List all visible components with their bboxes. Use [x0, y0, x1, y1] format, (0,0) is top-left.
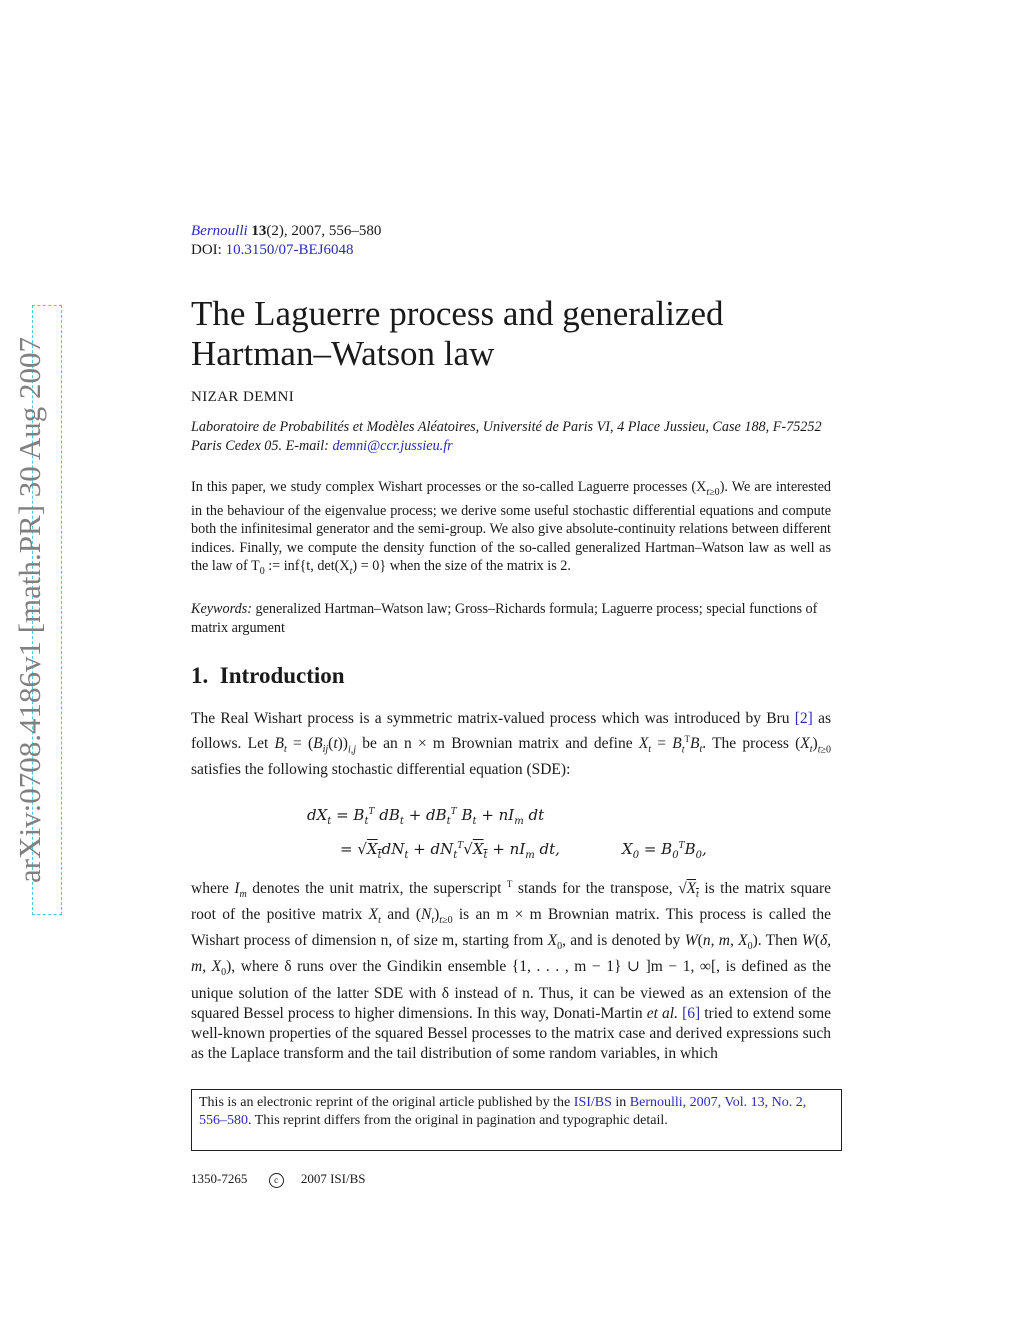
text-run: as follows. Let [191, 710, 831, 753]
keywords-text: generalized Hartman–Watson law; Gross–Richards formula; Laguerre process; special functions of matrix argument [191, 601, 818, 636]
issn: 1350-7265 [191, 1171, 248, 1186]
publisher-link[interactable]: ISI/BS [573, 1095, 612, 1110]
citation-link[interactable]: [6] [682, 1004, 701, 1022]
text-run: tried to extend some well-known properties of the squared Bessel processes to the matrix case and derived expressions such as the Laplace transform and the tail distribution of some random variables, in which [191, 1004, 832, 1062]
text-run: stands for the transpose, [517, 880, 673, 898]
citation-link[interactable]: [2] [794, 710, 813, 727]
journal-citation [191, 222, 381, 260]
abstract: In this paper, we study complex Wishart processes or the so-called Laguerre processes $(X_{t\ge 0})$. We are interested in the behaviour of the eigenvalue process; we derive some useful stochastic differential equations and compute both the infinitesimal generator and the semi-group. We also give absolute-continuity relations between different indices. Finally, we compute the density function of the so-called generalized Hartman–Watson law as well as the law of $T_0$ := inf{t, $\det(X_t) = 0$} when the size of the matrix is 2. [191, 479, 831, 577]
journal-issue: (2), 2007, 556–580 [266, 223, 382, 239]
text-run: is the matrix square root of the positive matrix [191, 880, 831, 924]
journal-reference-link[interactable]: Bernoulli, 2007, Vol. 13, No. 2, 556–580 [199, 1095, 807, 1129]
intro-paragraph-2: where $I_m$ denotes the unit matrix, the superscript $^T$ stands for the transpose, $√X_t$ is the matrix square root of the positive matrix $X_t$ and $(N_t)_{t\ge 0}$ is an m × m Brownian matrix. This process is called the Wishart process of dimension n, of size m, starting from $X_0$, and is denoted by W(n, m, $X_0$). Then W(δ, m, $X_0$), where δ runs over the Gindikin ensemble {1, . . . , m − 1} ∪ ]m − 1, ∞[, is defined as the unique solution of the latter SDE with δ instead of n. Thus, it can be viewed as an extension of the squared Bessel process to higher dimensions. In this way, Donati-Martin et al. [6] tried to extend some well-known properties of the squared Bessel processes to the matrix case and derived expressions such as the Laplace transform and the tail distribution of some random variables, in which [191, 879, 832, 1062]
text-run: . Then [757, 932, 798, 950]
section-title: Introduction [219, 663, 345, 688]
equation-line-1: $dX_t = B_t^T$ $dB_t + dB_t^T$ $B_t + nI_m$ dt [307, 806, 545, 827]
abstract-part-1: In this paper, we study complex Wishart processes or the so-called Laguerre processes (X [191, 479, 707, 495]
abstract-part-4: ) = 0} when the size of the matrix is 2. [352, 558, 571, 575]
text-run: where [191, 880, 229, 898]
text-run: et al. [646, 1004, 678, 1022]
equation-line-2: = $√X_tdN_t + dN_t^T√X_t + nI_m$ dt, [340, 840, 560, 861]
text-run: . The process [702, 735, 789, 753]
section-number: 1. [191, 663, 209, 688]
affiliation [191, 418, 831, 456]
copyright-icon: c [269, 1173, 284, 1188]
abstract-part-3: := inf{t, det(X [264, 558, 350, 575]
reprint-text: . This reprint differs from the original in pagination and typographic detail. [248, 1113, 668, 1129]
email-link[interactable]: demni@ccr.jussieu.fr [332, 438, 453, 454]
equation-initial-condition: $X_0 = B_0^TB_0$, [622, 840, 707, 861]
section-heading [191, 663, 345, 689]
text-run: satisfies the following stochastic differential equation (SDE): [191, 761, 571, 779]
text-run: is an m × m Brownian matrix. This process is called the Wishart process of dimension n, of size m, starting from [191, 906, 832, 950]
text-run: The Real Wishart process is a symmetric matrix-valued process which was introduced by Bru [191, 710, 790, 727]
reprint-text: This is an electronic reprint of the original article published by the [199, 1095, 571, 1110]
copyright-text: 2007 ISI/BS [300, 1171, 366, 1186]
text-run: , and is denoted by [562, 932, 681, 950]
arxiv-stamp: arXiv:0708.4186v1 [math.PR] 30 Aug 2007 [12, 337, 47, 883]
doi-label: DOI: [191, 242, 222, 258]
eq-init: X [622, 840, 633, 858]
reprint-notice [191, 1089, 842, 1151]
journal-volume: 13 [251, 223, 267, 239]
page-footer [191, 1171, 380, 1188]
eq-lhs: dX [307, 806, 328, 824]
reprint-text: in [615, 1095, 627, 1110]
text-run: , where δ runs over the Gindikin ensemble {1, . . . , m − 1} ∪ ]m − 1, ∞[, is defined as the unique solution of the latter SDE with δ instead of n. Thus, it can be viewed as an extension of the squared Bessel process to higher dimensions. In this way, Donati-Martin [191, 958, 831, 1022]
text-run: and [387, 906, 410, 924]
abstract-part-2: We are interested in the behaviour of the eigenvalue process; we derive some useful stochastic differential equations and compute both the infinitesimal generator and the semi-group. We also give absolute-continuity relations between different indices. Finally, we compute the density function of the so-called generalized Hartman–Watson law as well as the law of T [191, 479, 831, 575]
intro-paragraph-1: The Real Wishart process is a symmetric matrix-valued process which was introduced by Bru [2] as follows. Let $B_t = (B_{ij}(t))_{i,j}$ be an n × m Brownian matrix and define $X_t = B_t^TB_t$. The process $(X_t)_{t\ge 0}$ satisfies the following stochastic differential equation (SDE): [191, 710, 831, 779]
doi-link[interactable]: 10.3150/07-BEJ6048 [225, 242, 354, 258]
affiliation-text: Laboratoire de Probabilités et Modèles Aléatoires, Université de Paris VI, 4 Place Jussieu, Case 188, F-75252 Paris Cedex 05. E-mail: [191, 419, 822, 454]
paper-title: The Laguerre process and generalized Hartman–Watson law [191, 294, 724, 373]
keywords-label: Keywords: [191, 601, 252, 617]
text-run: denotes the unit matrix, the superscript [252, 880, 502, 898]
journal-link[interactable]: Bernoulli [191, 223, 248, 239]
keywords [191, 600, 831, 638]
author-name: NIZAR DEMNI [191, 389, 295, 405]
text-run: be an n × m Brownian matrix and define [362, 735, 633, 753]
